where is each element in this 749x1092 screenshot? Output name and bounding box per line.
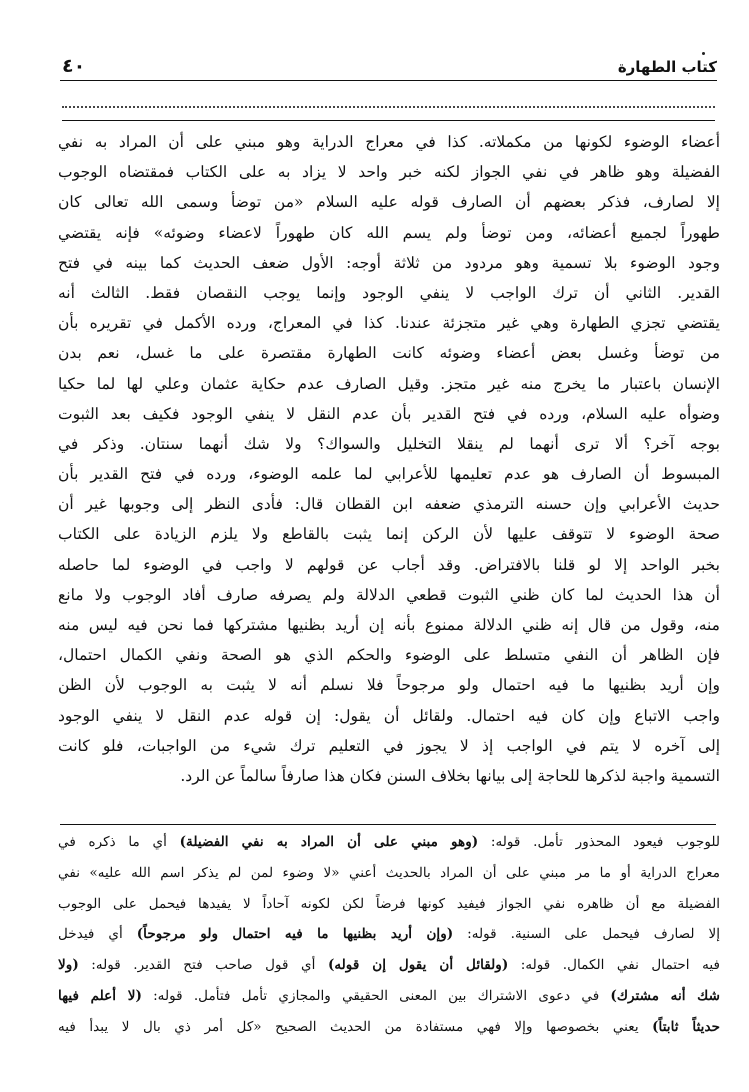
main-text-line: منه، وقول من قال إنه ظني الدلالة ممنوع بأنه إن أريد بظنيها مشتركها فما نحن فيه ليس منه: [58, 616, 720, 634]
main-text-line: التسمية واجبة لذكرها للحاجة إلى بيانها بخلاف السنن فكان هذا صارفاً سالماً عن الرد.: [180, 766, 720, 785]
footnote-line: [58, 889, 720, 920]
footnote-quote: (وهو مبني على أن المراد به نفي الفضيلة): [179, 834, 479, 850]
text-top-rule: [62, 120, 715, 121]
footnote-text: يعني بخصوصها وإلا فهي مستفادة من الحديث الصحيح «كل أمر ذي بال لا يبدأ فيه: [58, 1018, 653, 1035]
footnote-text: أي ما ذكره في: [58, 834, 180, 850]
footnote-line: [58, 827, 720, 858]
page-header: [60, 52, 717, 78]
footnotes-block: [58, 827, 720, 1043]
footnote-quote: (لا أعلم فيها: [58, 987, 142, 1004]
dotted-separator: [62, 92, 715, 108]
main-text-line: المبسوط أن الصارف هو عدم تعليمها للأعرابي لما علمه الوضوء، ورده في فتح القدير بأن: [58, 465, 720, 484]
main-text-line: واجب الاتباع وإن كان فيه احتمال. ولقائل أن يقول: إن قوله عدم النقل لا ينفي الوجود: [58, 706, 720, 725]
main-text-line: الفضيلة وهو ظاهر في نفي الجواز لكنه خبر واحد لا يزاد به على الكتاب فمقتضاه الوجوب: [58, 163, 720, 182]
footnote-text: إلا لصارف فيحمل على السنية. قوله:: [453, 926, 720, 943]
footnote-rule: [60, 824, 716, 825]
main-text-line: أن هذا الحديث لما كان ظني الثبوت قطعي الدلالة ولم يصرفه صارف أفاد الوجوب ولا مانع: [58, 585, 720, 604]
running-title: كتاب الطهارة: [617, 58, 717, 76]
footnote-quote: حديثاً ثابتاً): [652, 1018, 720, 1035]
footnote-line: [58, 919, 720, 950]
footnote-quote: شك أنه مشترك): [610, 987, 720, 1004]
main-text-block: [58, 127, 720, 791]
main-text-line: من توضأ وغسل بعض أعضاء وضوئه كانت الطهارة مقتصرة على ما غسل، نعم بدن: [58, 344, 720, 363]
main-text-line: بوجه آخر؟ ألا ترى أنهما لم ينقلا التخليل والسواك؟ ولا شك أنهما سنتان. وذكر في: [58, 434, 720, 453]
main-text-line: صحة الوضوء لا تتوقف عليها لأن الركن إنما يثبت بالقاطع ولا يلزم الزيادة على الكتاب: [58, 525, 720, 544]
main-text-line: وإن أريد بظنيها ما فيه احتمال ولو مرجوحاً فلا نسلم أنه لا يثبت به الوجوب لأن الظن: [58, 676, 720, 695]
main-text-line: أعضاء الوضوء لكونها من مكملاته. كذا في معراج الدراية وهو مبني على أن المراد به نفي: [58, 133, 720, 151]
footnote-text: أي فيدخل: [58, 926, 137, 943]
footnote-quote: (وإن أريد بظنيها ما فيه احتمال ولو مرجوحاً): [136, 926, 454, 943]
header-rule: [60, 80, 717, 81]
main-text-line: الإنسان باعتبار ما يخرج منه غير متجز. وقيل الصارف عدم حكاية عثمان وعلي لها لما حكيا: [58, 374, 720, 393]
footnote-line: [58, 1012, 720, 1043]
main-text-line: فإن الظاهر أن النفي متسلط على الوضوء والحكم الذي هو الصحة ونفي الكمال احتمال،: [58, 646, 720, 665]
main-text-line: إلا لصارف، فذكر بعضهم أن الصارف قوله عليه السلام «من توضأ وسمى الله تعالى كان: [58, 193, 720, 212]
footnote-quote: (ولا: [58, 957, 79, 974]
footnote-line: [58, 981, 720, 1012]
footnote-quote: (ولقائل أن يقول إن قوله): [327, 957, 509, 974]
main-text-line: يقتضي تجزي الطهارة وهي غير متجزئة عندنا. كذا في المعراج، ورده الأكمل في تقريره بأن: [58, 314, 720, 333]
page-number: ٤٠: [62, 55, 86, 77]
footnote-line: [58, 858, 720, 889]
footnote-line: [58, 950, 720, 981]
footnote-text: أي قول صاحب فتح القدير. قوله:: [78, 957, 328, 974]
main-text-line: طهوراً لجميع أعضائه، ومن توضأ ولم يسم الله كان طهوراً لاعضاء وضوئه» فإنه يقتضي: [58, 223, 720, 242]
footnote-text: للوجوب فيعود المحذور تأمل. قوله:: [478, 834, 720, 850]
main-text-line: حديث الأعرابي وإن حسنه الترمذي ضعفه ابن القطان قال: فأدى النظر إلى وجوبها غير أن: [58, 495, 720, 514]
footnote-text: في دعوى الاشتراك بين المعنى الحقيقي والمجازي تأمل فتأمل. قوله:: [141, 987, 611, 1004]
footnote-text: معراج الدراية أو ما مر مبني على أن المراد بالحديث أعني «لا وضوء لمن لم يذكر اسم الله عليه» نفي: [58, 864, 720, 881]
main-text-line: القدير. الثاني أن ترك الواجب لا ينفي الوجود وإنما يوجب النقصان فقط. الثالث أنه: [58, 283, 720, 302]
main-text-line: وضوأه عليه السلام، ورده في فتح القدير بأن عدم النقل لا ينفي الوجود فكيف بعد الثبوت: [58, 404, 720, 423]
main-text-line: وجود الوضوء بلا تسمية وهو مردود من ثلاثة أوجه: الأول ضعف الحديث كما بينه في فتح: [58, 253, 720, 272]
main-text-line: إلى آخره لا يتم في الواجب إذ لا يجوز في التعليم ترك شيء من الواجبات، فلو كانت: [58, 736, 720, 755]
footnote-text: فيه احتمال نفي الكمال. قوله:: [508, 957, 720, 974]
main-text-line: بخبر الواحد إلا لو قلنا بالافتراض. وقد أجاب عن قولهم لا واجب في الوضوء لما حاصله: [58, 555, 720, 574]
footnote-text: الفضيلة مع أن ظاهره نفي الجواز فيفيد كونها فرضاً لكن لكونه آحاداً لا يفيدها فيحمل على الوجوب: [58, 895, 720, 912]
